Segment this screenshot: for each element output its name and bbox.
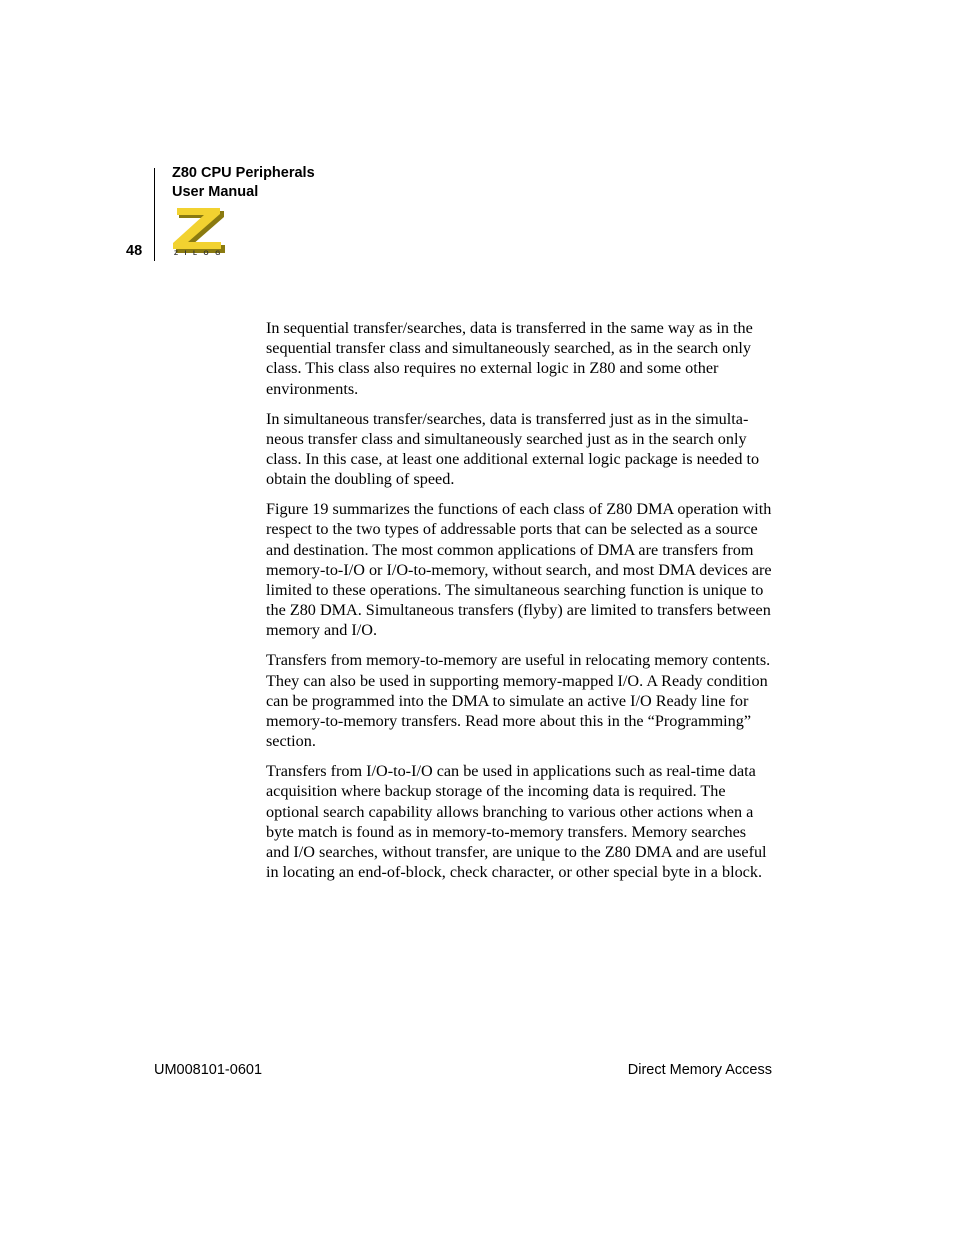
- footer-doc-number: UM008101-0601: [154, 1062, 263, 1078]
- page-number: 48: [126, 243, 143, 259]
- paragraph-simultaneous: In simultaneous transfer/searches, data is transferred just as in the simulta-neous transfer class and simultaneously searched just as in the search only class. In this case, at least one additional external logic package is needed to obtain the doubling of speed.: [266, 409, 760, 489]
- title-line-manual: User Manual: [172, 184, 259, 200]
- document-title: [172, 164, 315, 202]
- logo-wordmark: ZILOG: [174, 250, 227, 257]
- paragraph-io-transfers: Transfers from I/O-to-I/O can be used in applications such as real-time data acquisition where backup storage of the incoming data is required. The optional search capability allows branching to various other actions when a byte match is found as in memory-to-memory transfers. Memory searches and I/O searches, without transfer, are unique to the Z80 DMA and are useful in locating an end-of-block, check character, or other special byte in a block.: [266, 762, 767, 882]
- header-divider: [154, 168, 155, 261]
- footer-section-name: Direct Memory Access: [627, 1062, 772, 1078]
- body-text: [266, 318, 772, 892]
- title-line-product: Z80 CPU Peripherals: [172, 165, 315, 181]
- paragraph-sequential: In sequential transfer/searches, data is transferred in the same way as in the sequential transfer class and simultaneously searched, as in the search only class. This class also requires no external logic in Z80 and some other environments.: [266, 319, 753, 398]
- paragraph-figure-summary: Figure 19 summarizes the functions of each class of Z80 DMA operation with respect to the two types of addressable ports that can be selected as a source and destination. The most common applications of DMA are transfers from memory-to-I/O or I/O-to-memory, without search, and most DMA devices are limited to these operations. The simultaneous searching function is unique to the Z80 DMA. Simultaneous transfers (flyby) are limited to transfers between memory and I/O.: [266, 500, 772, 640]
- paragraph-memory-transfers: Transfers from memory-to-memory are useful in relocating memory contents. They can also be used in supporting memory-mapped I/O. A Ready condition can be programmed into the DMA to simulate an active I/O Ready line for memory-to-memory transfers. Read more about this in the “Programming” section.: [266, 651, 771, 751]
